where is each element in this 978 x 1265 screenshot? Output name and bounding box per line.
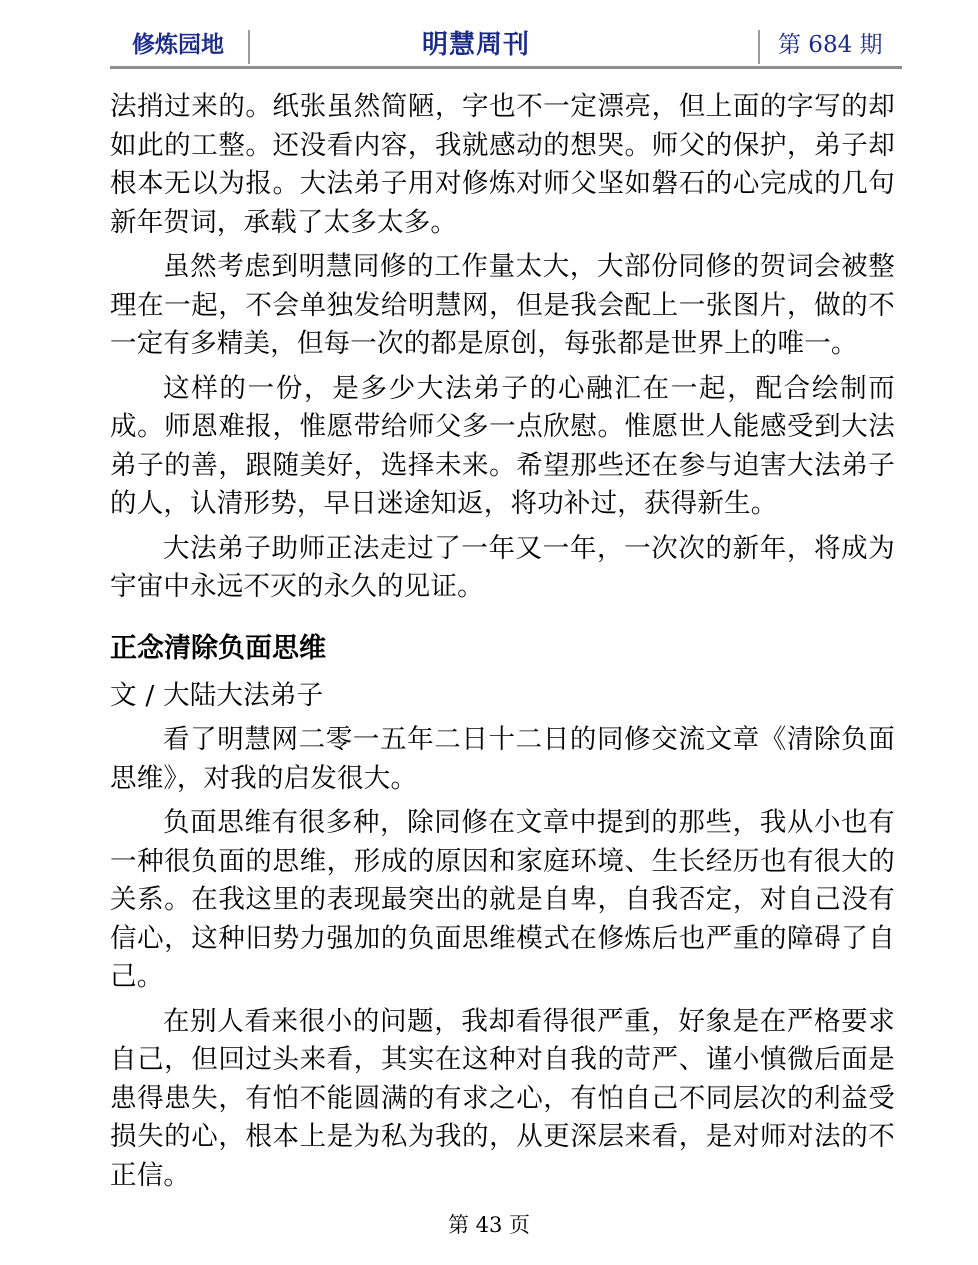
- issue-number: 第 684 期: [778, 32, 883, 58]
- section-name: 修炼园地: [132, 32, 224, 58]
- paragraph: 负面思维有很多种，除同修在文章中提到的那些，我从小也有一种很负面的思维，形成的原因和家庭环境、生长经历也有很大的关系。在我这里的表现最突出的就是自卑，自我否定，对自己没有信心，这种旧势力强加的负面思维模式在修炼后也严重的障碍了自己。: [110, 807, 895, 992]
- paragraph: 这样的一份，是多少大法弟子的心融汇在一起，配合绘制而成。师恩难报，惟愿带给师父多一点欣慰。惟愿世人能感受到大法弟子的善，跟随美好，选择未来。希望那些还在参与迫害大法弟子的人，认清形势，早日迷途知返，将功补过，获得新生。: [110, 372, 895, 519]
- article-title: 正念清除负面思维: [110, 632, 326, 664]
- paragraph: 法捎过来的。纸张虽然简陋，字也不一定漂亮，但上面的字写的却如此的工整。还没看内容，我就感动的想哭。师父的保护，弟子却根本无以为报。大法弟子用对修炼对师父坚如磐石的心完成的几句新年贺词，承载了太多太多。: [110, 91, 895, 238]
- header-divider: [758, 30, 760, 64]
- publication-title: 明慧周刊: [422, 30, 531, 60]
- page-header: [110, 26, 900, 66]
- paragraph: 看了明慧网二零一五年二日十二日的同修交流文章《清除负面思维》，对我的启发很大。: [110, 724, 895, 794]
- header-rule: [110, 66, 902, 69]
- paragraph: 在别人看来很小的问题，我却看得很严重，好象是在严格要求自己，但回过头来看，其实在这种对自我的苛严、谨小慎微后面是患得患失，有怕不能圆满的有求之心，有怕自己不同层次的利益受损失的心，根本上是为私为我的，从更深层来看，是对师对法的不正信。: [110, 1005, 895, 1191]
- header-divider: [248, 30, 250, 64]
- paragraph: 虽然考虑到明慧同修的工作量太大，大部份同修的贺词会被整理在一起，不会单独发给明慧网，但是我会配上一张图片，做的不一定有多精美，但每一次的都是原创，每张都是世界上的唯一。: [110, 251, 895, 359]
- paragraph: 大法弟子助师正法走过了一年又一年，一次次的新年，将成为宇宙中永远不灭的永久的见证。: [110, 532, 895, 602]
- article-byline: 文 / 大陆大法弟子: [110, 679, 324, 711]
- page-number: 第 43 页: [447, 1213, 531, 1237]
- page-content: [110, 88, 895, 1195]
